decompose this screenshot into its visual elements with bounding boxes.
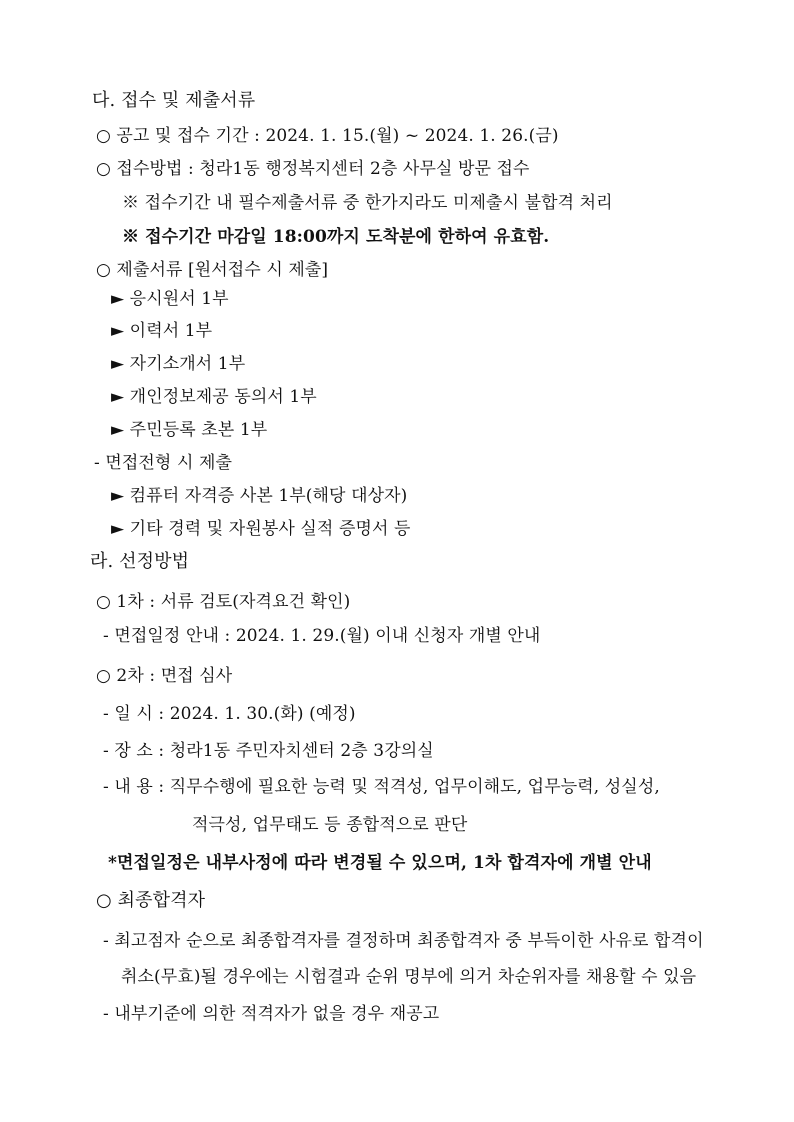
doc-item-self-intro: ► 자기소개서 1부 <box>111 354 246 374</box>
deadline-note: ※ 접수기간 마감일 18:00까지 도착분에 한하여 유효함. <box>122 227 550 247</box>
final-title: ○ 최종합격자 <box>96 890 206 911</box>
section-ra-title: 라. 선정방법 <box>90 551 190 572</box>
schedule-change-note: *면접일정은 내부사정에 따라 변경될 수 있으며, 1차 합격자에 개별 안내 <box>108 853 652 873</box>
interview-doc-career: ► 기타 경력 및 자원봉사 실적 증명서 등 <box>111 519 411 539</box>
doc-item-resident-record: ► 주민등록 초본 1부 <box>111 420 268 440</box>
first-round-schedule: - 면접일정 안내 : 2024. 1. 29.(월) 이내 신청자 개별 안내 <box>103 626 541 646</box>
docs-title: ○ 제출서류 [원서접수 시 제출] <box>96 260 329 280</box>
final-line-1: - 최고점자 순으로 최종합격자를 결정하며 최종합격자 중 부득이한 사유로 합격이 <box>103 931 704 951</box>
interview-docs-title: - 면접전형 시 제출 <box>94 453 233 473</box>
application-period: ○ 공고 및 접수 기간 : 2024. 1. 15.(월) ~ 2024. 1. 26.(금) <box>96 126 559 146</box>
application-method: ○ 접수방법 : 청라1동 행정복지센터 2층 사무실 방문 접수 <box>96 159 530 179</box>
interview-content-line-2: 적극성, 업무태도 등 종합적으로 판단 <box>192 815 468 835</box>
first-round: ○ 1차 : 서류 검토(자격요건 확인) <box>96 592 351 612</box>
missing-docs-note: ※ 접수기간 내 필수제출서류 중 한가지라도 미제출시 불합격 처리 <box>122 193 613 213</box>
final-line-2: 취소(무효)될 경우에는 시험결과 순위 명부에 의거 차순위자를 채용할 수 있음 <box>121 967 697 987</box>
doc-item-privacy-consent: ► 개인정보제공 동의서 1부 <box>111 387 317 407</box>
interview-place: - 장 소 : 청라1동 주민자치센터 2층 3강의실 <box>103 741 434 761</box>
doc-item-application: ► 응시원서 1부 <box>111 289 229 309</box>
interview-doc-certificate: ► 컴퓨터 자격증 사본 1부(해당 대상자) <box>111 486 408 506</box>
section-da-title: 다. 접수 및 제출서류 <box>92 90 256 111</box>
final-line-3: - 내부기준에 의한 적격자가 없을 경우 재공고 <box>103 1004 440 1024</box>
second-round: ○ 2차 : 면접 심사 <box>96 666 233 686</box>
interview-content-line-1: - 내 용 : 직무수행에 필요한 능력 및 적격성, 업무이해도, 업무능력, 성실성, <box>103 777 660 797</box>
interview-date: - 일 시 : 2024. 1. 30.(화) (예정) <box>103 704 356 724</box>
doc-item-resume: ► 이력서 1부 <box>111 321 213 341</box>
